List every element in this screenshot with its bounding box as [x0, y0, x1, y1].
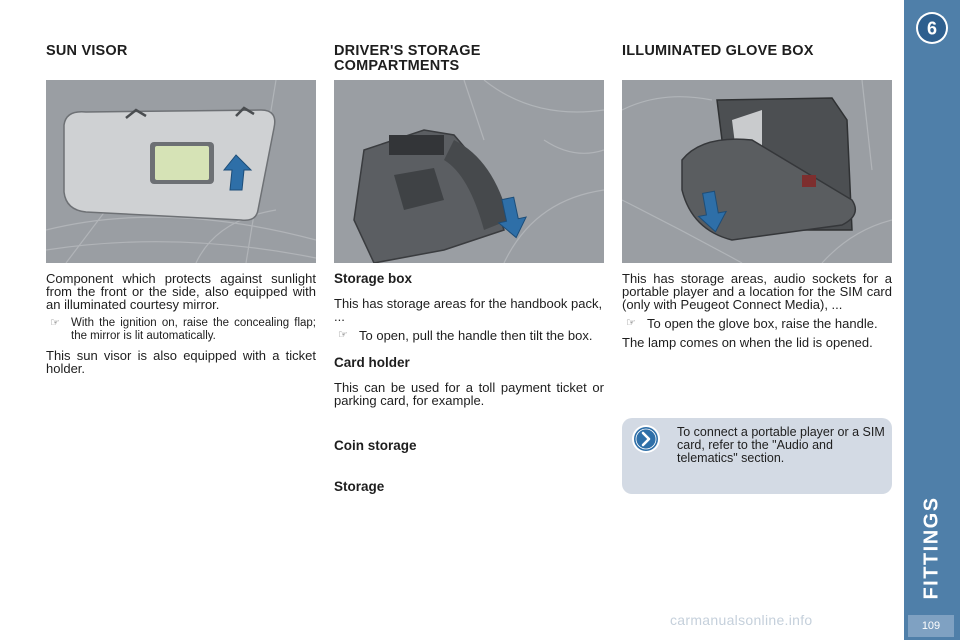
hand-pointer-icon: ☞ [626, 317, 636, 329]
chevron-right-icon [631, 424, 661, 454]
driver-storage-title: DRIVER'S STORAGE COMPARTMENTS [334, 43, 481, 74]
driver-storage-illustration [334, 80, 604, 263]
driver-storage-body [334, 272, 604, 493]
sun-visor-intro: Component which protects against sunlight from the front or the side, also equipped with an illuminated courtesy mirror. [46, 271, 316, 312]
sun-visor-bullet: ☞ With the ignition on, raise the concealing flap; the mirror is lit automatically. [46, 317, 316, 343]
sun-visor-illustration [46, 80, 316, 263]
glove-box-title: ILLUMINATED GLOVE BOX [622, 43, 814, 59]
card-holder-text: This can be used for a toll payment ticket or parking card, for example. [334, 380, 604, 408]
page-number: 109 [908, 615, 954, 637]
storage-box-bullet: ☞ To open, pull the handle then tilt the box. [334, 329, 604, 342]
chapter-label: FITTINGS [920, 496, 943, 600]
hand-pointer-icon: ☞ [338, 329, 348, 341]
storage-box-heading: Storage box [334, 271, 413, 286]
chapter-number: 6 [926, 18, 938, 39]
glove-box-bullet: ☞ To open the glove box, raise the handle. [622, 317, 892, 330]
glove-box-intro: This has storage areas, audio sockets for a portable player and a location for the SIM card (only with Peugeot Connect Media), ... [622, 271, 892, 312]
tip-text: To connect a portable player or a SIM card, refer to the "Audio and telematics" section. [677, 425, 885, 465]
sun-visor-body [46, 272, 316, 381]
chapter-badge [915, 11, 949, 45]
card-holder-heading: Card holder [334, 355, 410, 370]
watermark: carmanualsonline.info [670, 612, 813, 628]
sun-visor-note: This sun visor is also equipped with a ticket holder. [46, 348, 316, 376]
coin-storage-heading: Coin storage [334, 438, 417, 453]
glove-box-body [622, 272, 892, 355]
storage-heading: Storage [334, 479, 385, 494]
sun-visor-title: SUN VISOR [46, 43, 128, 59]
hand-pointer-icon: ☞ [50, 317, 60, 329]
tip-box [622, 418, 892, 494]
storage-box-text: This has storage areas for the handbook pack, ... [334, 296, 603, 324]
glove-box-illustration [622, 80, 892, 263]
glove-box-lamp: The lamp comes on when the lid is opened. [622, 335, 873, 350]
